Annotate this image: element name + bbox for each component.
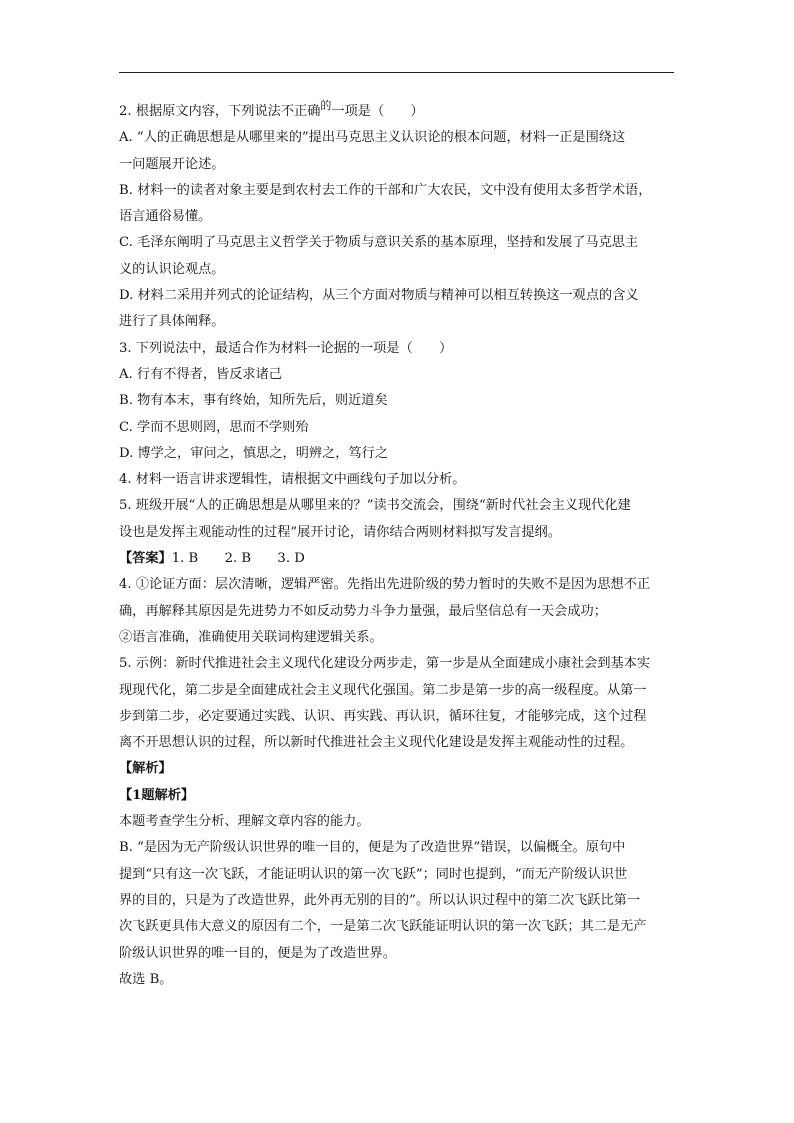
question-3-option-a: A. 行有不得者，皆反求诸己 — [119, 366, 282, 382]
question-2-option-c: C. 毛泽东阐明了马克思主义哲学关于物质与意识关系的基本原理，坚持和发展了马克思主 — [119, 235, 639, 251]
question-3-option-d: D. 博学之，审问之，慎思之，明辨之，笃行之 — [119, 445, 389, 461]
analysis-q1-line-6: 阶级认识世界的唯一目的，便是为了改造世界。 — [119, 945, 396, 961]
analysis-q1-line-1: 本题考查学生分析、理解文章内容的能力。 — [119, 814, 370, 830]
answer-line — [119, 546, 675, 572]
question-3-option-b: B. 物有本末，事有终始，知所先后，则近道矣 — [119, 393, 388, 409]
superscript-char: 的 — [320, 99, 332, 112]
question-2-option-a-cont: 一问题展开论述。 — [119, 156, 225, 172]
question-2-option-b: B. 材料一的读者对象主要是到农村去工作的干部和广大农民，文中没有使用太多哲学术语， — [119, 182, 652, 198]
answer-4-line-2: 确，再解释其原因是先进势力不如反动势力斗争力量强，最后坚信总有一天会成功； — [119, 603, 607, 619]
answer-4-line-3: ②语言准确，准确使用关联词构建逻辑关系。 — [119, 629, 383, 645]
question-2-option-b-cont: 语言通俗易懂。 — [119, 209, 212, 225]
answer-5-line-1: 5. 示例：新时代推进社会主义现代化建设分两步走，第一步是从全面建成小康社会到基本实 — [119, 656, 651, 672]
question-2-option-c-cont: 义的认识论观点。 — [119, 261, 225, 277]
question-2-option-a: A. “人的正确思想是从哪里来的”提出马克思主义认识论的根本问题，材料一正是围绕这 — [119, 130, 626, 146]
header-rule — [119, 72, 674, 73]
analysis-q1-line-2: B. “是因为无产阶级认识世界的唯一目的，便是为了改造世界”错误，以偏概全。原句中 — [119, 840, 626, 856]
analysis-q1-line-4: 界的目的，只是为了改造世界，此外再无别的目的”。所以认识过程中的第二次飞跃比第一 — [119, 892, 641, 908]
question-2-option-d: D. 材料二采用并列式的论证结构，从三个方面对物质与精神可以相互转换这一观点的含义 — [119, 288, 639, 304]
answer-5-line-2: 现现代化，第二步是全面建成社会主义现代化强国。第二步是第一步的高一级程度。从第一 — [119, 682, 647, 698]
question-5-stem: 5. 班级开展“人的正确思想是从哪里来的？”读书交流会，围绕“新时代社会主义现代化建 — [119, 498, 631, 514]
answer-5-line-4: 离不开思想认识的过程，所以新时代推进社会主义现代化建设是发挥主观能动性的过程。 — [119, 735, 634, 751]
analysis-q1-line-5: 次飞跃更具伟大意义的原因有二个，一是第二次飞跃能证明认识的第一次飞跃；其二是无产 — [119, 919, 647, 935]
question-3-stem: 3. 下列说法中，最适合作为材料一论据的一项是（ ） — [119, 340, 453, 356]
document-body — [119, 99, 675, 993]
answer-heading: 【答案】 — [119, 551, 172, 567]
analysis-heading: 【解析】 — [119, 761, 172, 777]
analysis-q1-line-3: 提到“只有这一次飞跃，才能证明认识的第一次飞跃”；同时也提到，“而无产阶级认识世 — [119, 866, 628, 882]
answer-choices: 1. B 2. B 3. D — [171, 551, 305, 567]
question-5-stem-cont: 设也是发挥主观能动性的过程”展开讨论，请你结合两则材料拟写发言提纲。 — [119, 524, 561, 540]
analysis-q1-heading: 【1题解析】 — [119, 787, 195, 803]
answer-4-line-1: 4. ①论证方面：层次清晰，逻辑严密。先指出先进阶级的势力暂时的失败不是因为思想不正 — [119, 577, 651, 593]
answer-5-line-3: 步到第二步，必定要通过实践、认识、再实践、再认识，循环往复，才能够完成，这个过程 — [119, 708, 647, 724]
question-2-stem: 2. 根据原文内容，下列说法不正确$^的$一项是（ ） — [119, 99, 424, 119]
question-4-stem: 4. 材料一语言讲求逻辑性，请根据文中画线句子加以分析。 — [119, 472, 466, 488]
question-3-option-c: C. 学而不思则罔，思而不学则殆 — [119, 419, 309, 435]
question-2-option-d-cont: 进行了具体阐释。 — [119, 314, 225, 330]
analysis-q1-conclusion: 故选 B。 — [119, 971, 173, 987]
